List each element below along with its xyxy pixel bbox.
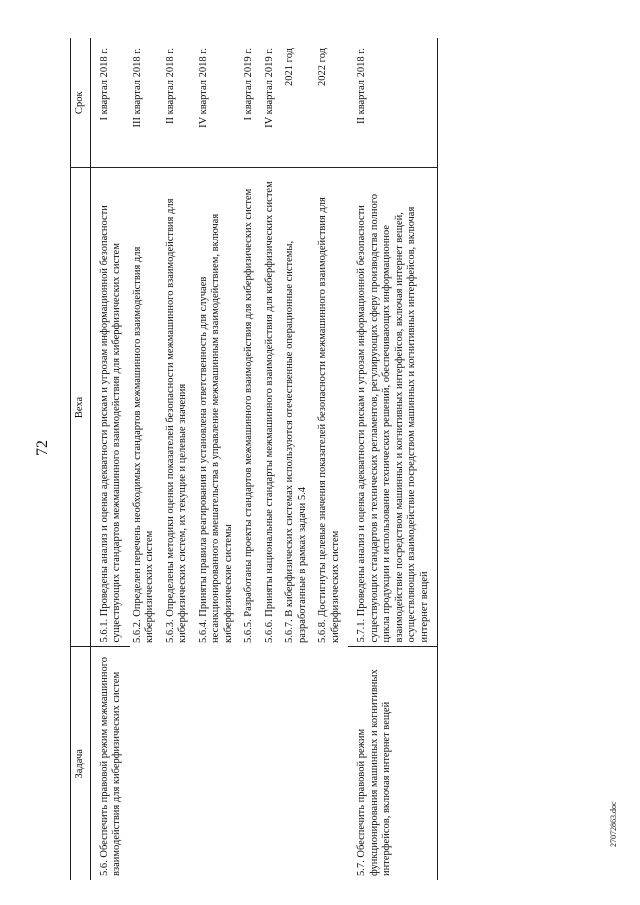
table-body [90, 38, 438, 880]
roadmap-table-container [70, 38, 560, 880]
milestone-cell: 5.6.8. Достигнуты целевые значения показателей безопасности межмашинного взаимодействия для киберфизических систем [317, 197, 341, 643]
milestone-cell: 5.6.4. Приняты правила реагирования и установлена ответственность для случаев несанкционированного вмешательства в управление межмашинным взаимодействием, включая киберфизические системы [197, 213, 234, 643]
deadline-cell: 2021 год [282, 38, 315, 168]
table-header-row [71, 38, 91, 880]
table-row [90, 38, 130, 880]
document-code: 27072863.doc [609, 801, 618, 847]
page-number: 72 [34, 440, 51, 456]
deadline-cell: II квартал 2018 г. [163, 38, 196, 168]
deadline-cell: IV квартал 2018 г. [196, 38, 242, 168]
deadline-cell: IV квартал 2019 г. [262, 38, 283, 168]
table-row [348, 38, 438, 880]
milestone-cell: 5.6.5. Разработаны проекты стандартов межмашинного взаимодействия для киберфизических систем [243, 188, 254, 643]
milestone-cell: 5.6.3. Определены методики оценки показателей безопасности межмашинного взаимодействия для киберфизических систем, их текущие и целевые значения [164, 198, 188, 643]
deadline-cell: I квартал 2019 г. [241, 38, 262, 168]
task-cell: 5.6. Обеспечить правовой режим межмашинного взаимодействия для киберфизических систем [98, 656, 122, 876]
milestone-cell: 5.6.6. Приняты национальные стандарты межмашинного взаимодействия для киберфизических систем [263, 181, 275, 643]
deadline-cell: 2022 год [315, 38, 348, 168]
deadline-cell: II квартал 2018 г. [348, 38, 438, 168]
roadmap-table [70, 38, 438, 880]
header-milestone: Веха [71, 168, 91, 647]
header-deadline: Срок [71, 38, 91, 168]
task-cell: 5.7. Обеспечить правовой режим функционирования машинных и когнитивных интерфейсов, включая интернет вещей [348, 647, 438, 880]
milestone-cell: 5.6.2. Определен перечень необходимых стандартов межмашинного взаимодействия для киберфизических систем [131, 246, 155, 643]
milestone-cell: 5.7.1. Проведены анализ и оценка адекватности рискам и угрозам информационной безопасности существующих стандартов и технических регламентов, регулирующих сферу производства полного цикла продукции и использование технических решений, обеспечивающих информационное взаимодействие посредством машинных и когнитивных интерфейсов, включая интернет вещей, осуществляющих взаимодействие посредством машинных и когнитивных интерфейсов, включая интернет вещей [348, 168, 438, 647]
header-task: Задача [71, 647, 91, 880]
milestone-cell: 5.6.7. В киберфизических системах используются отечественные операционные системы, разработанные в рамках задачи 5.4 [284, 240, 308, 643]
deadline-cell: III квартал 2018 г. [130, 38, 163, 168]
deadline-cell: I квартал 2018 г. [90, 38, 130, 168]
milestone-cell: 5.6.1. Проведены анализ и оценка адекватности рискам и угрозам информационной безопасности существующих стандартов межмашинного взаимодействия для киберфизических систем [90, 168, 130, 647]
